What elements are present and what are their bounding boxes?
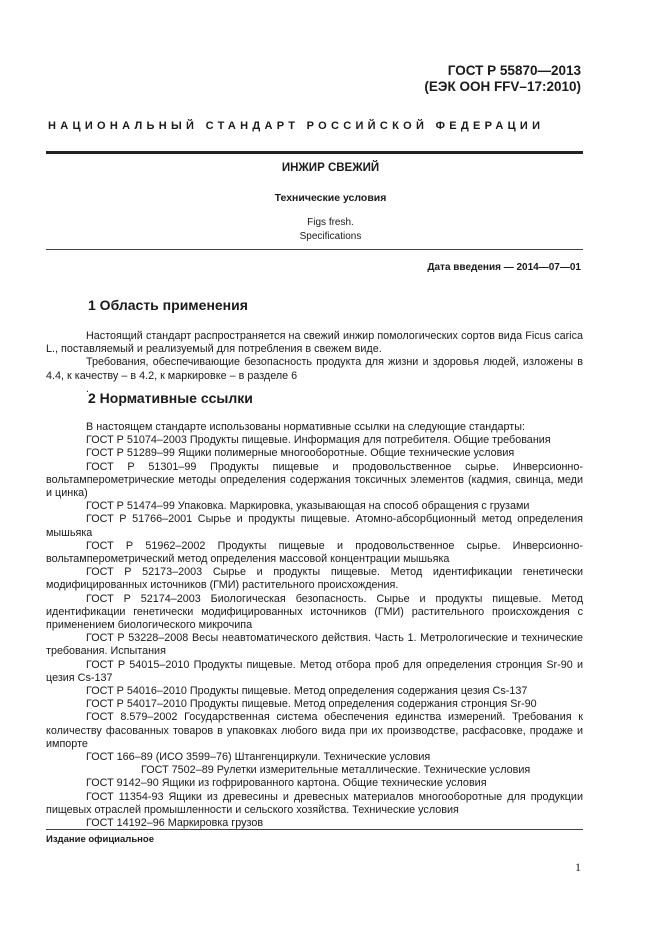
paragraph: В настоящем стандарте использованы нормативные ссылки на следующие стандарты: [86, 421, 525, 433]
national-standard-title: НАЦИОНАЛЬНЫЙ СТАНДАРТ РОССИЙСКОЙ ФЕДЕРАЦИИ [48, 120, 545, 132]
reference-item: ГОСТ Р 51289–99 Ящики полимерные многооборотные. Общие технические условия [86, 447, 515, 460]
paragraph: . [86, 382, 89, 395]
reference-item: ГОСТ 9142–90 Ящики из гофрированного картона. Общие технические условия [86, 777, 487, 790]
section-2-heading: 2 Нормативные ссылки [88, 390, 253, 406]
page-number: 1 [575, 860, 581, 874]
reference-item: ГОСТ 7502–89 Рулетки измерительные металлические. Технические условия [141, 764, 531, 777]
reference-item: ГОСТ Р 54015–2010 Продукты пищевые. Метод отбора проб для определения стронция Sr-90 и цезия Cs-137 [46, 658, 583, 684]
standard-code-equivalent: (ЕЭК ООН FFV–17:2010) [424, 79, 581, 94]
reference-item: ГОСТ Р 51962–2002 Продукты пищевые и продовольственное сырье. Инверсионно-вольтамперометрический метод определения массовой концентрации мышьяка [46, 539, 583, 566]
footer-divider [46, 829, 583, 830]
reference-item: ГОСТ Р 51301–99 Продукты пищевые и продовольственное сырье. Инверсионно-вольтамперометрические методы определения содержания токсичных элементов (кадмия, свинца, меди и цинка) [46, 460, 583, 500]
section-2-body [46, 421, 583, 830]
section-1-heading: 1 Область применения [88, 297, 248, 313]
reference-item: ГОСТ Р 52174–2003 Биологическая безопасность. Сырье и продукты пищевые. Метод идентификации генетически модифицированных источников (ГМИ) растительного происхождения с применением биологического микрочипа [46, 592, 583, 632]
document-title: ИНЖИР СВЕЖИЙ [281, 162, 380, 174]
document-subtitle: Технические условия [274, 192, 387, 204]
reference-item: ГОСТ Р 53228–2008 Весы неавтоматического действия. Часть 1. Метрологические и технические требования. Испытания [46, 632, 583, 658]
standard-code: ГОСТ Р 55870—2013 [447, 63, 581, 78]
title-divider [46, 249, 583, 250]
header-divider [46, 151, 583, 154]
reference-item: ГОСТ 8.579–2002 Государственная система обеспечения единства измерений. Требования к количеству фасованных товаров в упаковках любого вида при их производстве, расфасовке, продаже и импорте [46, 711, 583, 750]
reference-item: ГОСТ Р 54016–2010 Продукты пищевые. Метод определения содержания цезия Cs-137 [86, 685, 528, 698]
paragraph: Требования, обеспечивающие безопасность продукта для жизни и здоровья людей, изложены в 4.4, к качеству – в 4.2, к маркировке – в разделе 6 [46, 356, 583, 382]
reference-item: ГОСТ Р 51074–2003 Продукты пищевые. Информация для потребителя. Общие требования [86, 434, 551, 447]
english-title-main: Figs fresh. [307, 217, 354, 228]
edition-label: Издание официальное [46, 834, 154, 845]
reference-item: ГОСТ Р 54017–2010 Продукты пищевые. Метод определения содержания стронция Sr-90 [86, 698, 537, 711]
section-1-body [46, 330, 583, 396]
reference-item: ГОСТ Р 51766–2001 Сырье и продукты пищевые. Атомно-абсорбционный метод определения мышьяка [46, 513, 583, 539]
reference-item: ГОСТ Р 52173–2003 Сырье и продукты пищевые. Метод идентификации генетически модифицированных источников (ГМИ) растительного происхождения. [46, 566, 583, 592]
reference-item: ГОСТ Р 51474–99 Упаковка. Маркировка, указывающая на способ обращения с грузами [86, 500, 530, 513]
english-title-subtitle: Specifications [299, 231, 362, 242]
reference-item: ГОСТ 14192–96 Маркировка грузов [86, 817, 264, 830]
english-title [0, 216, 661, 244]
paragraph: Настоящий стандарт распространяется на свежий инжир помологических сортов вида Ficus carica L., поставляемый и реализуемый для потребления в свежем виде. [46, 330, 583, 356]
reference-item: ГОСТ 166–89 (ИСО 3599–76) Штангенциркули. Технические условия [86, 751, 431, 764]
introduction-date: Дата введения — 2014—07—01 [427, 262, 581, 273]
reference-item: ГОСТ 11354-93 Ящики из древесины и древесных материалов многооборотные для продукции пищевых отраслей промышленности и сельского хозяйства. Технические условия [46, 790, 583, 816]
